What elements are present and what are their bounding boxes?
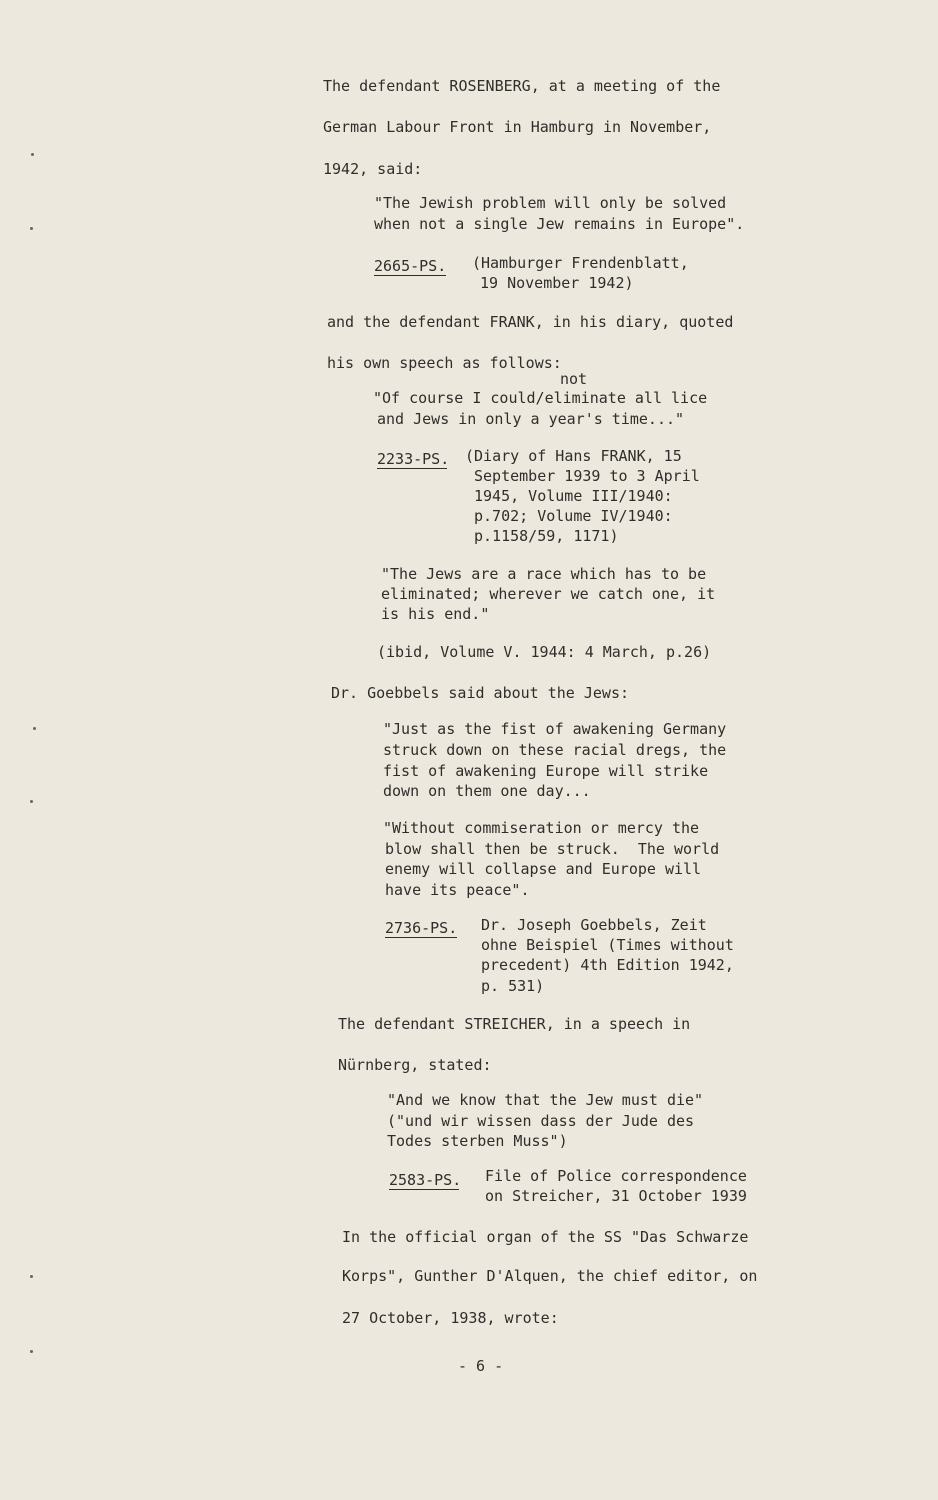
paragraph-streicher-line-2: Nürnberg, stated: xyxy=(338,1056,492,1074)
citation-2233-line-2: September 1939 to 3 April xyxy=(474,467,700,485)
citation-2583-line-1: File of Police correspondence xyxy=(485,1167,747,1185)
paragraph-frank-line-2: his own speech as follows: xyxy=(327,354,562,372)
citation-ref-2583: 2583-PS. xyxy=(389,1171,462,1189)
citation-underline xyxy=(377,468,447,469)
quote-goebbels-line-3: fist of awakening Europe will strike xyxy=(383,762,709,780)
quote-streicher-line-3: Todes sterben Muss") xyxy=(387,1132,568,1150)
quote-frank-2-line-2: eliminated; wherever we catch one, it xyxy=(381,585,716,603)
citation-2665-line-2: 19 November 1942) xyxy=(480,274,634,292)
citation-2233-line-5: p.1158/59, 1171) xyxy=(474,527,619,545)
quote-frank-line-2: and Jews in only a year's time..." xyxy=(377,410,685,428)
citation-underline xyxy=(389,1189,459,1190)
citation-2736-line-4: p. 531) xyxy=(481,977,545,995)
citation-2736-line-2: ohne Beispiel (Times without xyxy=(481,936,734,954)
margin-mark xyxy=(30,227,33,230)
quote-frank-2-line-3: is his end." xyxy=(381,605,490,623)
quote-goebbels-line-1: "Just as the fist of awakening Germany xyxy=(383,720,727,738)
citation-2233-line-4: p.702; Volume IV/1940: xyxy=(474,507,673,525)
quote-goebbels-line-2: struck down on these racial dregs, the xyxy=(383,741,727,759)
citation-ref-2736: 2736-PS. xyxy=(385,919,458,937)
quote-rosenberg-line-2: when not a single Jew remains in Europe". xyxy=(374,215,745,233)
citation-2736-line-1: Dr. Joseph Goebbels, Zeit xyxy=(481,916,707,934)
margin-mark xyxy=(31,153,34,156)
quote-streicher-line-2: ("und wir wissen dass der Jude des xyxy=(387,1112,695,1130)
quote-goebbels-line-4: down on them one day... xyxy=(383,782,591,800)
quote-frank-insert: not xyxy=(560,370,588,388)
citation-2233-line-1: (Diary of Hans FRANK, 15 xyxy=(465,447,682,465)
margin-mark xyxy=(30,800,33,803)
paragraph-streicher-line-1: The defendant STREICHER, in a speech in xyxy=(338,1015,691,1033)
citation-underline xyxy=(374,275,446,276)
citation-2736-line-3: precedent) 4th Edition 1942, xyxy=(481,956,734,974)
margin-mark xyxy=(33,727,36,730)
quote-goebbels-2-line-3: enemy will collapse and Europe will xyxy=(385,860,702,878)
citation-ref-2665: 2665-PS. xyxy=(374,257,447,275)
paragraph-rosenberg-line-2: German Labour Front in Hamburg in November, xyxy=(323,118,712,136)
quote-frank-line-1: "Of course I could/eliminate all lice xyxy=(373,389,708,407)
paragraph-rosenberg-line-1: The defendant ROSENBERG, at a meeting of the xyxy=(323,77,721,95)
paragraph-frank-line-1: and the defendant FRANK, in his diary, quoted xyxy=(327,313,734,331)
paragraph-ss-line-3: 27 October, 1938, wrote: xyxy=(342,1309,559,1327)
paragraph-goebbels: Dr. Goebbels said about the Jews: xyxy=(331,684,630,702)
margin-mark xyxy=(30,1350,33,1353)
citation-2233-line-3: 1945, Volume III/1940: xyxy=(474,487,673,505)
paragraph-rosenberg-line-3: 1942, said: xyxy=(323,160,423,178)
quote-frank-2-line-1: "The Jews are a race which has to be xyxy=(381,565,707,583)
citation-ibid: (ibid, Volume V. 1944: 4 March, p.26) xyxy=(377,643,712,661)
paragraph-ss-line-2: Korps", Gunther D'Alquen, the chief editor, on xyxy=(342,1267,758,1285)
quote-streicher-line-1: "And we know that the Jew must die" xyxy=(387,1091,704,1109)
citation-underline xyxy=(385,937,457,938)
quote-goebbels-2-line-2: blow shall then be struck. The world xyxy=(385,840,720,858)
quote-rosenberg-line-1: "The Jewish problem will only be solved xyxy=(374,194,727,212)
page-number: - 6 - xyxy=(458,1357,504,1375)
quote-goebbels-2-line-4: have its peace". xyxy=(385,881,530,899)
citation-2665-line-1: (Hamburger Frendenblatt, xyxy=(472,254,689,272)
quote-goebbels-2-line-1: "Without commiseration or mercy the xyxy=(383,819,700,837)
paragraph-ss-line-1: In the official organ of the SS "Das Schwarze xyxy=(342,1228,749,1246)
citation-ref-2233: 2233-PS. xyxy=(377,450,450,468)
citation-2583-line-2: on Streicher, 31 October 1939 xyxy=(485,1187,747,1205)
margin-mark xyxy=(30,1275,33,1278)
